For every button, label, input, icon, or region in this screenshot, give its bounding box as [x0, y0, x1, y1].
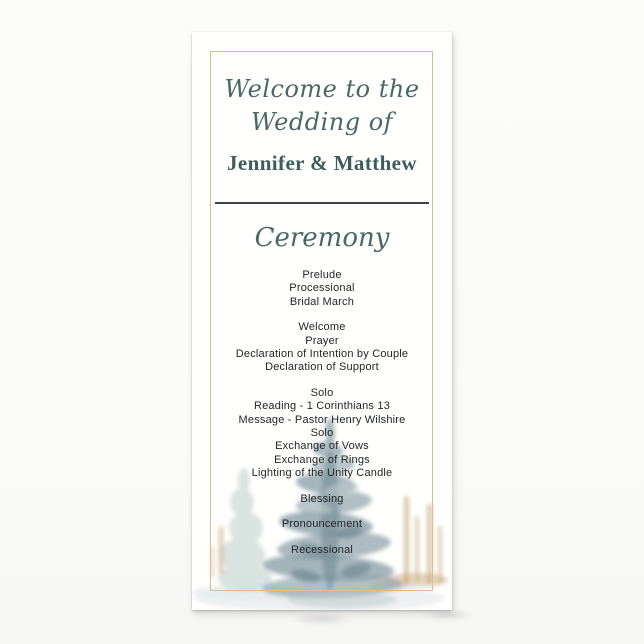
program-item: Exchange of Rings — [274, 453, 370, 466]
program-group-recessional — [192, 544, 452, 557]
program-item: Lighting of the Unity Candle — [251, 467, 393, 480]
program-group-main — [192, 387, 452, 481]
program-item: Reading - 1 Corinthians 13 — [253, 400, 391, 413]
program-group-welcome — [192, 321, 452, 375]
program-item: Bridal March — [289, 295, 355, 308]
card-shadow-smudge-right — [420, 610, 476, 620]
program-item: Blessing — [300, 492, 344, 505]
program-item: Declaration of Intention by Couple — [235, 348, 409, 361]
program-group-blessing — [192, 493, 452, 506]
program-item: Exchange of Vows — [275, 440, 369, 453]
program-item: Declaration of Support — [265, 361, 379, 374]
program-item: Prelude — [302, 269, 342, 281]
program-item: Recessional — [290, 543, 354, 556]
card-shadow-smudge-left — [290, 613, 354, 625]
couple-names: Jennifer & Matthew — [227, 151, 417, 175]
welcome-heading-line1: Welcome to the — [224, 75, 420, 103]
wedding-program-card[interactable] — [192, 32, 452, 610]
program-item: Message - Pastor Henry Wilshire — [238, 413, 406, 426]
program-item: Solo — [310, 386, 334, 399]
welcome-heading — [192, 73, 452, 139]
program-item: Welcome — [298, 321, 346, 334]
card-content — [192, 32, 452, 610]
program-item: Prayer — [305, 334, 339, 347]
program-group-opening — [192, 269, 452, 309]
program-item: Processional — [289, 282, 355, 295]
program-group-pronouncement — [192, 518, 452, 531]
program-item: Pronouncement — [281, 518, 363, 531]
ceremony-heading: Ceremony — [254, 223, 390, 253]
program-item: Solo — [310, 427, 334, 440]
divider-line — [215, 202, 429, 204]
ceremony-program-list — [192, 269, 452, 557]
welcome-heading-line2: Wedding of — [250, 108, 394, 136]
